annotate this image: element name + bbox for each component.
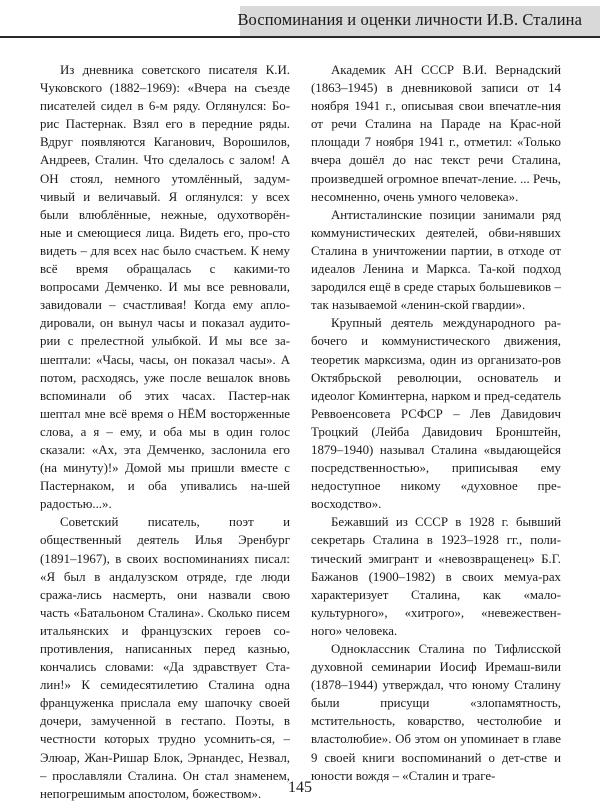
right-column (311, 61, 561, 785)
paragraph-chukovsky: Из дневника советского писателя К.И. Чуковского (1882–1969): «Вчера на съезде писателей сидел в 6-м ряду. Оглянулся: Бо-рис Пастернак. Взял его в передние ряды. Вдруг появляются Каганович, Ворошилов, Андреев, Сталин. Что сделалось с залом! А ОН стоял, немного утомлённый, задум-чивый и величавый. Я оглянулся: у всех были влюблённые, нежные, одухотворён-ные и смеющиеся лица. Видеть его, про-сто видеть – для всех нас было счастьем. К нему всё время обращалась с какими-то вопросами Демченко. И мы все ревновали, завидовали – счастливая! Когда ему апло-дировали, он вынул часы и показал аудито-рии с прелестной улыбкой. И мы все за-шептали: «Часы, часы, он показал часы». А потом, расходясь, уже после вешалок вновь вспоминали об этих часах. Пастер-нак шептал мне всё время о НЁМ восторженные слова, а я – ему, и оба мы в один голос сказали: «Ах, эта Демченко, заслонила его (на минуту)!» Домой мы пришли вместе с Пастернаком, и оба упивались на-шей радостью...». (40, 63, 290, 512)
left-column (40, 61, 290, 803)
paragraph-ehrenburg: Советский писатель, поэт и общественный деятель Илья Эренбург (1891–1967), в своих воспоминаниях писал: «Я был в андалузском отряде, где люди сража-лись насмерть, они назвали свою часть «Батальоном Сталина». Сколько писем итальянских и французских героев со-противления, написанных перед казнью, кончались словами: «Да здравствует Ста-лин!» К семидесятилетию Сталина одна француженка прислала ему шапочку своей дочери, замученной в гестапо. Поэты, в честности которых трудно усомнить-ся, – Элюар, Жан-Ришар Блок, Эрнандес, Незвал, – прославляли Сталина. Он стал знаменем, непогрешимым апостолом, божеством». (40, 515, 290, 801)
paragraph-iremashvili: Одноклассник Сталина по Тифлисской духовной семинарии Иосиф Иремаш-вили (1878–1944) утверждал, что юному Сталину были присущи «злопамятность, мстительность, коварство, честолюбие и властолюбие». Об этом он упоминает в главе 9 своей книги воспоминаний о дет-стве и юности вождя – «Сталин и траге- (311, 642, 561, 783)
paragraph-anti-stalinist-positions: Антисталинские позиции занимали ряд коммунистических деятелей, обви-нявших Сталина в уничтожении партии, в отходе от идеалов Ленина и Маркса. Та-кой подход зародился ещё в среде старых большевиков – так называемой «ленин-ской гвардии». (311, 207, 561, 313)
paragraph-vernadsky: Академик АН СССР В.И. Вернадский (1863–1945) в дневниковой записи от 14 ноября 1941 г., описывая свои впечатле-ния от речи Сталина на Параде на Крас-ной площади 7 ноября 1941 г., отметил: «Только вчера дошёл до нас текст речи Сталина, произведшей огромное впечат-ление. ... Речь, несомненно, очень умного человека». (311, 63, 561, 204)
running-header (0, 0, 600, 40)
paragraph-bazhanov: Бежавший из СССР в 1928 г. бывший секретарь Сталина в 1923–1928 гг., поли-тический эмигрант и «невозвращенец» Б.Г. Бажанов (1900–1982) в своих мемуа-рах характеризует Сталина, как «мало-культурного», «хитрого», «невежествен-ного» человека. (311, 515, 561, 638)
header-rule (0, 36, 600, 38)
paragraph-trotsky: Крупный деятель международного ра-бочего и коммунистического движения, теоретик марксизма, один из организато-ров Октябрьской революции, основатель и идеолог Коминтерна, нарком и пред-седатель Реввоенсовета РСФСР – Лев Давидович Троцкий (Лейба Давидович Бронштейн, 1879–1940) называл Сталина «выдающейся посредственностью», приписывая ему недоступное никому «духовное пре-восходство». (311, 316, 561, 512)
page-number: 145 (288, 779, 312, 796)
running-header-title: Воспоминания и оценки личности И.В. Сталина (237, 10, 582, 29)
